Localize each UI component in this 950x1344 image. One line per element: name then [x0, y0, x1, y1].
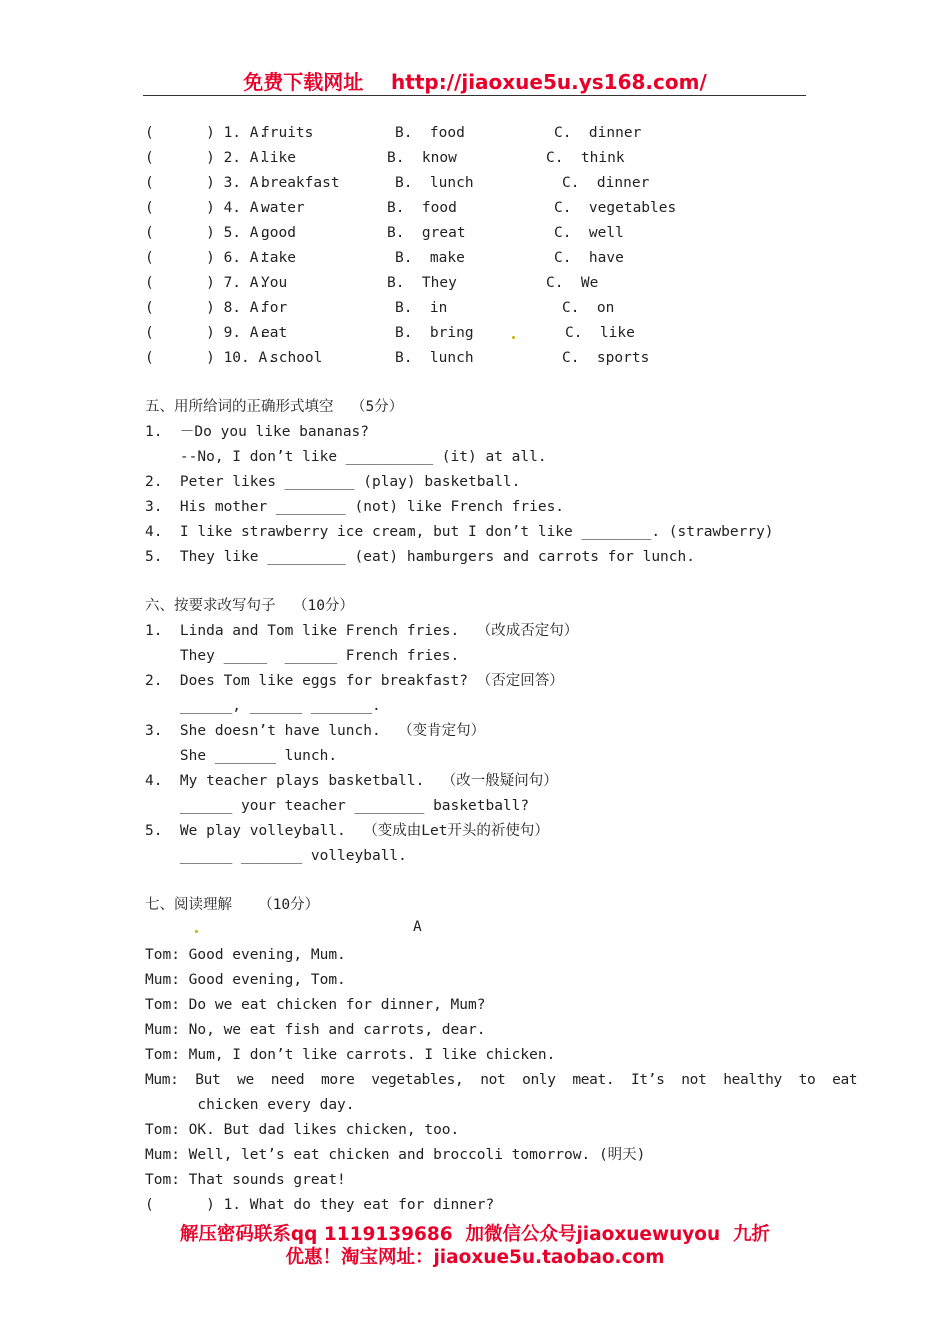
mcq-option-c: C. dinner: [554, 125, 642, 141]
mcq-prefix: ( ) 1. A.: [145, 125, 268, 141]
question-line: 1. Linda and Tom like French fries. （改成否定句）: [145, 623, 579, 639]
dialogue-line: Tom: That sounds great!: [145, 1172, 346, 1188]
question-line: ______, ______ _______.: [145, 698, 381, 714]
mcq-option-b: B. food: [395, 125, 465, 141]
question-line: She _______ lunch.: [145, 748, 338, 764]
mcq-option-b: B. in: [395, 300, 448, 316]
footer-line-2: 优惠！淘宝网址：jiaoxue5u.taobao.com: [285, 1247, 665, 1268]
header-title: 免费下载网址 http://jiaoxue5u.ys168.com/: [243, 70, 707, 94]
question-line: 2. Peter likes ________ (play) basketball.: [145, 474, 521, 490]
mcq-option-c: C. think: [546, 150, 625, 166]
mcq-option-c: C. on: [562, 300, 615, 316]
mcq-option-c: C. sports: [562, 350, 650, 366]
question-line: 5. We play volleyball. （变成由Let开头的祈使句）: [145, 823, 549, 839]
question-line: 3. His mother ________ (not) like French fries.: [145, 499, 565, 515]
dialogue-line: Tom: Good evening, Mum.: [145, 947, 346, 963]
dialogue-line: Tom: Do we eat chicken for dinner, Mum?: [145, 997, 486, 1013]
question-line: They _____ ______ French fries.: [145, 648, 460, 664]
section-title: 七、阅读理解 （10分）: [145, 897, 320, 913]
mcq-option-a: school: [270, 350, 323, 366]
mcq-prefix: ( ) 8. A.: [145, 300, 268, 316]
dialogue-line: Mum: Well, let’s eat chicken and broccoli tomorrow. (明天): [145, 1147, 646, 1163]
stray-dot: [195, 930, 198, 933]
mcq-option-c: C. dinner: [562, 175, 650, 191]
footer-line-1: 解压密码联系qq 1119139686 加微信公众号jiaoxuewuyou 九折: [179, 1224, 771, 1245]
question-line: 3. She doesn’t have lunch. （变肯定句）: [145, 723, 486, 739]
dialogue-line: Tom: Mum, I don’t like carrots. I like chicken.: [145, 1047, 556, 1063]
mcq-option-a: breakfast: [261, 175, 340, 191]
mcq-option-a: take: [261, 250, 296, 266]
mcq-option-a: like: [261, 150, 296, 166]
stray-dot: [512, 336, 515, 339]
dialogue-line: chicken every day.: [145, 1097, 355, 1113]
header-divider: [143, 95, 806, 96]
mcq-prefix: ( ) 5. A.: [145, 225, 268, 241]
mcq-prefix: ( ) 4. A.: [145, 200, 268, 216]
mcq-option-b: B. great: [387, 225, 466, 241]
mcq-option-a: You: [261, 275, 288, 291]
question-line: 5. They like _________ (eat) hamburgers and carrots for lunch.: [145, 549, 695, 565]
mcq-option-a: fruits: [261, 125, 314, 141]
mcq-option-c: C. We: [546, 275, 599, 291]
dialogue-line: Mum: But we need more vegetables, not only meat. It’s not healthy to eat: [145, 1072, 858, 1088]
dialogue-line: Mum: Good evening, Tom.: [145, 972, 346, 988]
mcq-prefix: ( ) 7. A.: [145, 275, 268, 291]
section-title: 六、按要求改写句子 （10分）: [145, 598, 354, 614]
mcq-prefix: ( ) 3. A.: [145, 175, 268, 191]
question-line: ( ) 1. What do they eat for dinner?: [145, 1197, 495, 1213]
mcq-prefix: ( ) 9. A.: [145, 325, 268, 341]
mcq-prefix: ( ) 10. A.: [145, 350, 276, 366]
mcq-option-b: B. know: [387, 150, 457, 166]
question-line: 4. My teacher plays basketball. （改一般疑问句）: [145, 773, 558, 789]
mcq-prefix: ( ) 6. A.: [145, 250, 268, 266]
mcq-option-a: water: [261, 200, 305, 216]
mcq-option-a: eat: [261, 325, 288, 341]
mcq-option-c: C. vegetables: [554, 200, 677, 216]
dialogue-line: Tom: OK. But dad likes chicken, too.: [145, 1122, 460, 1138]
section-title: 五、用所给词的正确形式填空 （5分）: [145, 399, 404, 415]
mcq-option-b: B. make: [395, 250, 465, 266]
mcq-option-b: B. lunch: [395, 175, 474, 191]
question-line: 2. Does Tom like eggs for breakfast? （否定回答）: [145, 673, 564, 689]
question-line: --No, I don’t like __________ (it) at all.: [145, 449, 547, 465]
dialogue-line: Mum: No, we eat fish and carrots, dear.: [145, 1022, 486, 1038]
passage-label: A: [413, 919, 422, 935]
mcq-option-c: C. like: [565, 325, 635, 341]
mcq-option-a: for: [261, 300, 288, 316]
mcq-option-b: B. food: [387, 200, 457, 216]
mcq-prefix: ( ) 2. A.: [145, 150, 268, 166]
mcq-option-c: C. have: [554, 250, 624, 266]
mcq-option-b: B. lunch: [395, 350, 474, 366]
question-line: ______ _______ volleyball.: [145, 848, 407, 864]
mcq-option-a: good: [261, 225, 296, 241]
mcq-option-b: B. They: [387, 275, 457, 291]
question-line: 4. I like strawberry ice cream, but I don’t like ________. (strawberry): [145, 524, 774, 540]
mcq-option-c: C. well: [554, 225, 624, 241]
question-line: ______ your teacher ________ basketball?: [145, 798, 530, 814]
mcq-option-b: B. bring: [395, 325, 474, 341]
question-line: 1. －Do you like bananas?: [145, 424, 370, 440]
